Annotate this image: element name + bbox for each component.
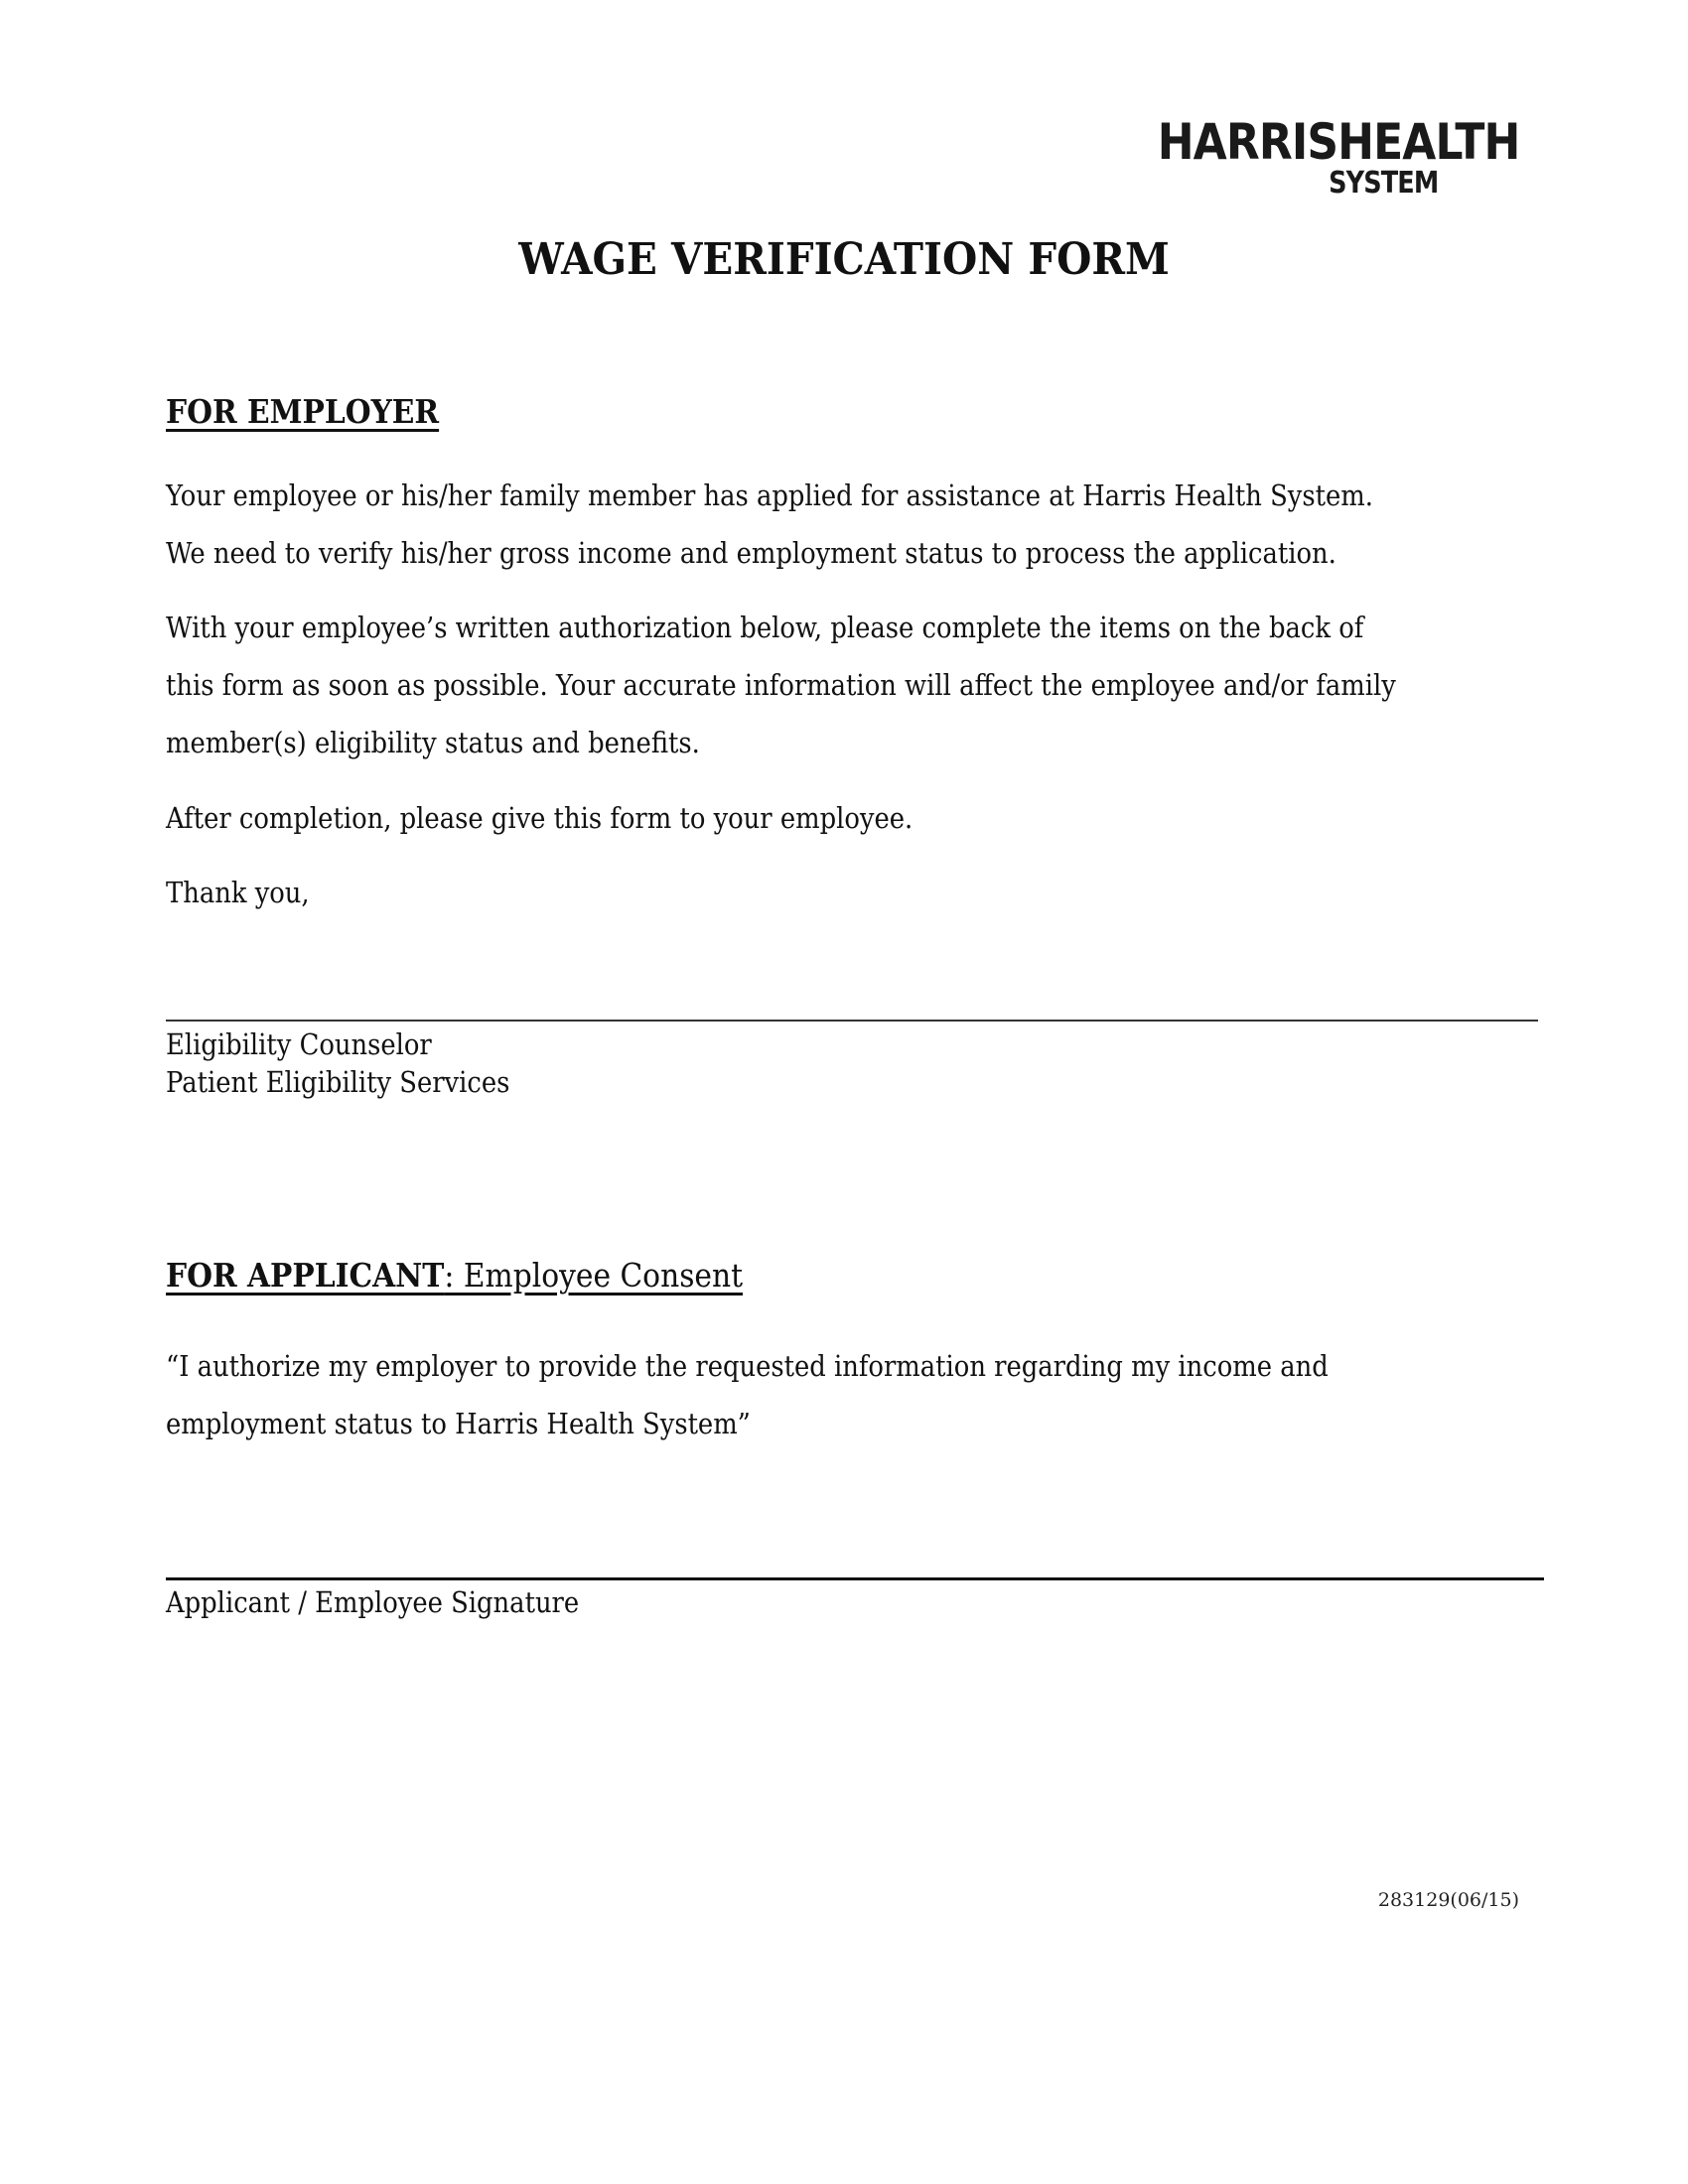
applicant-section-heading bbox=[166, 1256, 743, 1295]
logo-line-2: SYSTEM bbox=[1328, 166, 1438, 201]
text-line: With your employee’s written authorization below, please complete the items on the back of bbox=[166, 611, 1364, 644]
counselor-title-label: Eligibility Counselor bbox=[166, 1027, 432, 1061]
page-title: WAGE VERIFICATION FORM bbox=[518, 234, 1170, 285]
employer-paragraph-2 bbox=[166, 599, 1396, 771]
text-line: member(s) eligibility status and benefits. bbox=[166, 726, 700, 759]
employer-section-heading: FOR EMPLOYER bbox=[166, 392, 440, 431]
text-line: this form as soon as possible. Your accurate information will affect the employee and/or family bbox=[166, 668, 1396, 702]
logo-line-1: HARRISHEALTH bbox=[1157, 113, 1519, 171]
consent-statement bbox=[166, 1337, 1385, 1452]
closing-text: Thank you, bbox=[166, 876, 310, 909]
form-id: 283129(06/15) bbox=[1377, 1889, 1519, 1911]
applicant-heading-bold: FOR APPLICANT bbox=[166, 1256, 445, 1295]
text-line: employment status to Harris Health System” bbox=[166, 1407, 751, 1440]
employer-paragraph-3: After completion, please give this form to your employee. bbox=[166, 801, 914, 835]
text-line: Your employee or his/her family member has applied for assistance at Harris Health System. bbox=[166, 478, 1373, 512]
department-label: Patient Eligibility Services bbox=[166, 1065, 510, 1099]
text-line: We need to verify his/her gross income and employment status to process the application. bbox=[166, 536, 1336, 570]
counselor-signature-line[interactable] bbox=[166, 1020, 1538, 1022]
applicant-heading-subtitle: : Employee Consent bbox=[444, 1256, 744, 1295]
employer-paragraph-1 bbox=[166, 467, 1385, 582]
applicant-signature-label: Applicant / Employee Signature bbox=[166, 1585, 580, 1619]
harris-health-logo bbox=[1108, 113, 1519, 201]
applicant-signature-line[interactable] bbox=[166, 1577, 1544, 1580]
text-line: “I authorize my employer to provide the requested information regarding my income and bbox=[166, 1349, 1329, 1383]
